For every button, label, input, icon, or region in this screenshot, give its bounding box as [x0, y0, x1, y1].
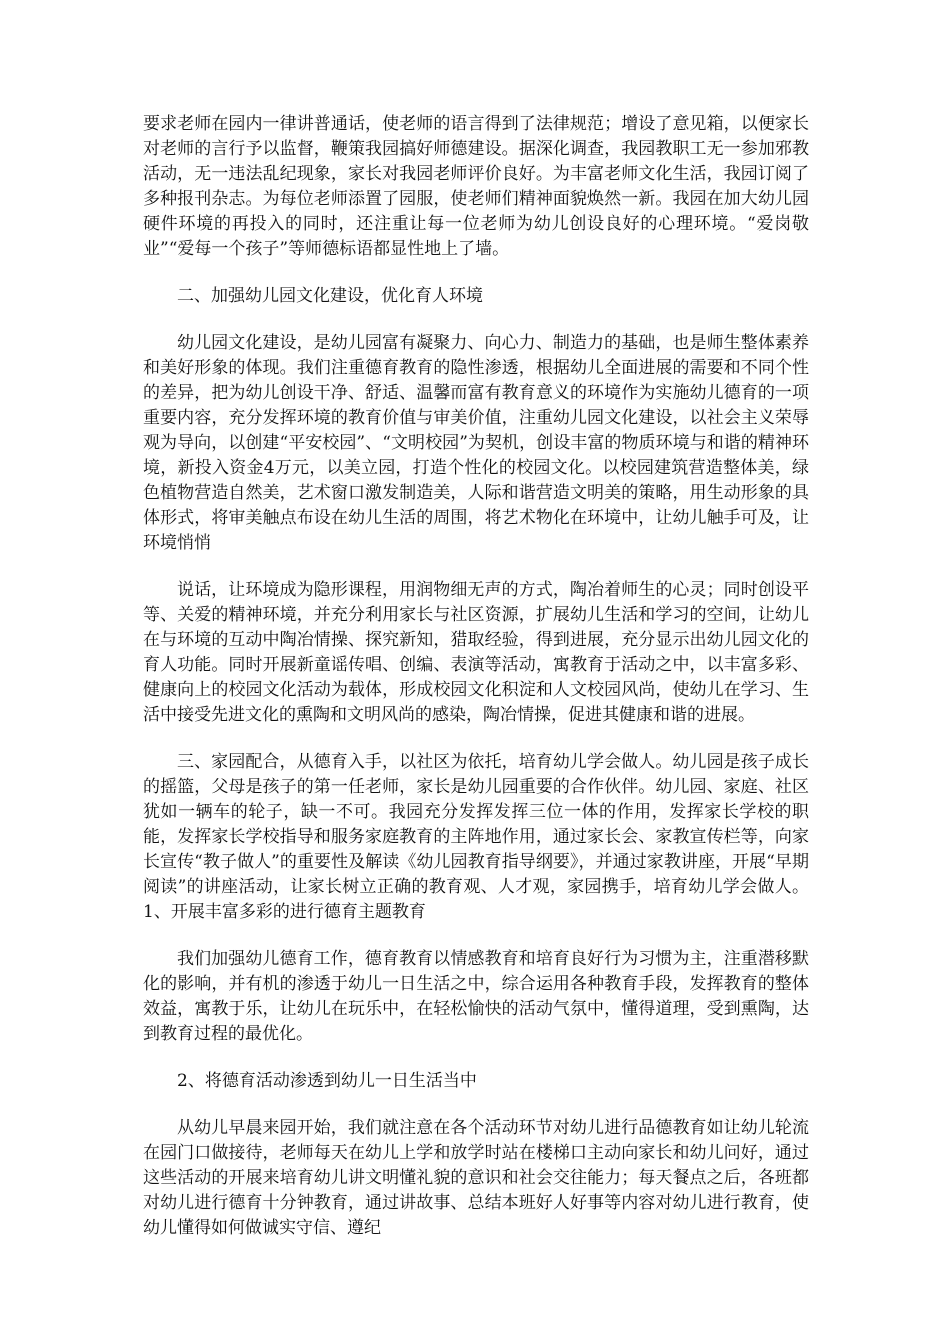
document-body [143, 112, 809, 1263]
paragraph-daily-activities: 从幼儿早晨来园开始，我们就注意在各个活动环节对幼儿进行品德教育如让幼儿轮流在园门口做接待，老师每天在幼儿上学和放学时站在楼梯口主动向家长和幼儿问好，通过这些活动的开展来培育幼儿讲文明懂礼貌的意识和社会交往能力；每天餐点之后，各班都对幼儿进行德育十分钟教育，通过讲故事、总结本班好人好事等内容对幼儿进行教育，使幼儿懂得如何做诚实守信、遵纪 [143, 1118, 809, 1238]
paragraph-moral-education: 我们加强幼儿德育工作，德育教育以情感教育和培育良好行为习惯为主，注重潜移默化的影响，并有机的渗透于幼儿一日生活之中，综合运用各种教育手段，发挥教育的整体效益，寓教于乐，让幼儿在玩乐中，在轻松愉快的活动气氛中，懂得道理，受到熏陶，达到教育过程的最优化。 [143, 949, 809, 1044]
paragraph-continuation: 要求老师在园内一律讲普通话，使老师的语言得到了法律规范；增设了意见箱，以便家长对老师的言行予以监督，鞭策我园搞好师德建设。据深化调查，我园教职工无一参加邪教活动，无一违法乱纪现象，家长对我园老师评价良好。为丰富老师文化生活，我园订阅了多种报刊杂志。为每位老师添置了园服，使老师们精神面貌焕然一新。我园在加大幼儿园硬件环境的再投入的同时，还注重让每一位老师为幼儿创设良好的心理环境。“爱岗敬业”“爱每一个孩子”等师德标语都显性地上了墙。 [143, 114, 809, 259]
paragraph-environment: 说话，让环境成为隐形课程，用润物细无声的方式，陶冶着师生的心灵；同时创设平等、关爱的精神环境，并充分利用家长与社区资源，扩展幼儿生活和学习的空间，让幼儿在与环境的互动中陶冶情操、探究新知，猎取经验，得到进展，充分显示出幼儿园文化的育人功能。同时开展新童谣传唱、创编、表演等活动，寓教育于活动之中，以丰富多彩、健康向上的校园文化活动为载体，形成校园文化积淀和人文校园风尚，使幼儿在学习、生活中接受先进文化的熏陶和文明风尚的感染，陶冶情操，促进其健康和谐的进展。 [143, 580, 809, 725]
paragraph-culture-building: 幼儿园文化建设，是幼儿园富有凝聚力、向心力、制造力的基础，也是师生整体素养和美好形象的体现。我们注重德育教育的隐性渗透，根据幼儿全面进展的需要和不同个性的差异，把为幼儿创设干净、舒适、温馨而富有教育意义的环境作为实施幼儿德育的一项重要内容，充分发挥环境的教育价值与审美价值，注重幼儿园文化建设，以社会主义荣辱观为导向，以创建“平安校园”、“文明校园”为契机，创设丰富的物质环境与和谐的精神环境，新投入资金4万元，以美立园，打造个性化的校园文化。以校园建筑营造整体美，绿色植物营造自然美，艺术窗口激发制造美，人际和谐营造文明美的策略，用生动形象的具体形式，将审美触点布设在幼儿生活的周围，将艺术物化在环境中，让幼儿触手可及，让环境悄悄 [143, 333, 809, 553]
paragraph-home-school: 三、家园配合，从德育入手，以社区为依托，培育幼儿学会做人。幼儿园是孩子成长的摇篮，父母是孩子的第一任老师，家长是幼儿园重要的合作伙伴。幼儿园、家庭、社区犹如一辆车的轮子，缺一不可。我园充分发挥发挥三位一体的作用，发挥家长学校的职能，发挥家长学校指导和服务家庭教育的主阵地作用，通过家长会、家教宣传栏等，向家长宣传“教子做人”的重要性及解读《幼儿园教育指导纲要》，并通过家教讲座，开展“早期阅读”的讲座活动，让家长树立正确的教育观、人才观，家园携手，培育幼儿学会做人。1、开展丰富多彩的进行德育主题教育 [143, 752, 809, 922]
subheading-daily-life: 2、将德育活动渗透到幼儿一日生活当中 [177, 1071, 477, 1091]
section-heading-culture: 二、加强幼儿园文化建设，优化育人环境 [177, 286, 483, 306]
